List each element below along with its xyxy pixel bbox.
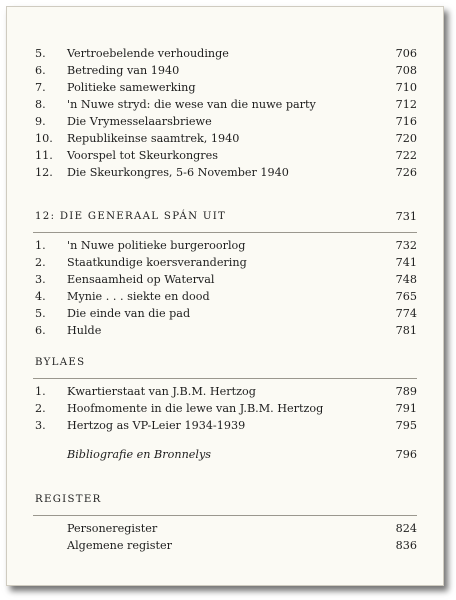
entry-number: 2. [35, 256, 46, 269]
entry-title: Hoofmomente in die lewe van J.B.M. Hertzog [67, 402, 324, 415]
entry-page: 722 [395, 149, 417, 162]
toc-entry [7, 306, 443, 322]
toc-entry [7, 418, 443, 434]
entry-page: 712 [395, 98, 417, 111]
entry-title: 'n Nuwe politieke burgeroorlog [67, 239, 246, 252]
entry-title: 'n Nuwe stryd: die wese van die nuwe party [67, 98, 316, 111]
toc-entry [7, 148, 443, 164]
divider [33, 232, 417, 233]
entry-number: 11. [35, 149, 53, 162]
entry-title: Voorspel tot Skeurkongres [67, 149, 219, 162]
toc-entry [7, 165, 443, 181]
entry-page: 710 [395, 81, 417, 94]
entry-title: Republikeinse saamtrek, 1940 [67, 132, 240, 145]
entry-number: 1. [35, 385, 46, 398]
entry-number: 10. [35, 132, 53, 145]
entry-number: 3. [35, 273, 46, 286]
entry-number: 5. [35, 307, 46, 320]
entry-page: 726 [395, 166, 417, 179]
toc-entry [7, 521, 443, 537]
entry-title: Mynie . . . siekte en dood [67, 290, 210, 303]
entry-title: Algemene register [67, 539, 172, 552]
entry-title: Die einde van die pad [67, 307, 191, 320]
toc-entry [7, 255, 443, 271]
toc-entry [7, 46, 443, 62]
part-page: 731 [395, 210, 417, 223]
toc-entry [7, 323, 443, 339]
toc-entry [7, 401, 443, 417]
entry-page: 836 [395, 539, 417, 552]
entry-number: 9. [35, 115, 46, 128]
entry-page: 716 [395, 115, 417, 128]
entry-page: 732 [395, 239, 417, 252]
entry-title: Personeregister [67, 522, 158, 535]
entry-title: Die Skeurkongres, 5-6 November 1940 [67, 166, 289, 179]
entry-page: 795 [395, 419, 417, 432]
toc-entry [7, 289, 443, 305]
entry-title: Staatkundige koersverandering [67, 256, 247, 269]
part-heading: 12: DIE GENERAAL SPÁN UIT [35, 211, 227, 222]
entry-page: 824 [395, 522, 417, 535]
toc-entry [7, 238, 443, 254]
toc-entry [7, 272, 443, 288]
section-heading: REGISTER [35, 494, 102, 505]
section-heading-row [7, 492, 443, 508]
toc-entry [7, 538, 443, 554]
bibliography-entry [7, 447, 443, 463]
entry-title: Hertzog as VP-Leier 1934-1939 [67, 419, 246, 432]
entry-page: 765 [395, 290, 417, 303]
toc-entry [7, 131, 443, 147]
section-heading-row [7, 355, 443, 371]
entry-number: 4. [35, 290, 46, 303]
entry-title: Kwartierstaat van J.B.M. Hertzog [67, 385, 256, 398]
entry-title: Betreding van 1940 [67, 64, 180, 77]
toc-entry [7, 97, 443, 113]
entry-title: Politieke samewerking [67, 81, 196, 94]
entry-title: Hulde [67, 324, 102, 337]
entry-number: 12. [35, 166, 53, 179]
entry-page: 774 [395, 307, 417, 320]
entry-page: 741 [395, 256, 417, 269]
entry-page: 791 [395, 402, 417, 415]
toc-entry [7, 114, 443, 130]
entry-number: 5. [35, 47, 46, 60]
entry-page: 720 [395, 132, 417, 145]
entry-title: Die Vrymesselaarsbriewe [67, 115, 212, 128]
bibliography-page: 796 [395, 448, 417, 461]
entry-page: 789 [395, 385, 417, 398]
entry-title: Vertroebelende verhoudinge [67, 47, 229, 60]
part-heading-row [7, 209, 443, 225]
entry-number: 7. [35, 81, 46, 94]
toc-entry [7, 80, 443, 96]
entry-number: 6. [35, 324, 46, 337]
entry-page: 708 [395, 64, 417, 77]
entry-number: 2. [35, 402, 46, 415]
section-heading: BYLAES [35, 357, 86, 368]
book-page [6, 6, 444, 586]
entry-number: 8. [35, 98, 46, 111]
entry-number: 6. [35, 64, 46, 77]
divider [33, 515, 417, 516]
entry-number: 1. [35, 239, 46, 252]
entry-page: 706 [395, 47, 417, 60]
entry-page: 748 [395, 273, 417, 286]
entry-number: 3. [35, 419, 46, 432]
toc-entry [7, 384, 443, 400]
entry-title: Eensaamheid op Waterval [67, 273, 215, 286]
bibliography-title: Bibliografie en Bronnelys [67, 448, 212, 461]
entry-page: 781 [395, 324, 417, 337]
divider [33, 378, 417, 379]
toc-entry [7, 63, 443, 79]
